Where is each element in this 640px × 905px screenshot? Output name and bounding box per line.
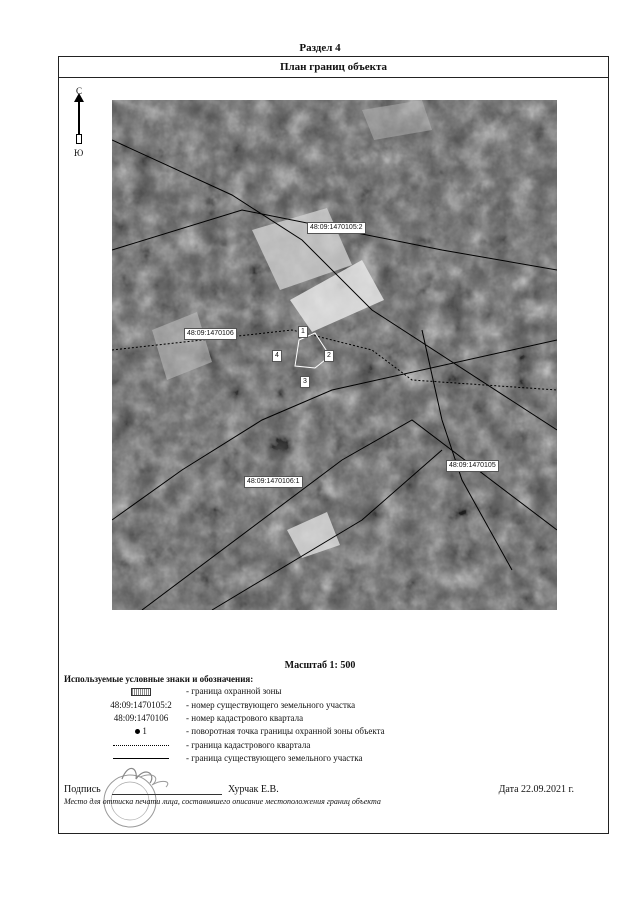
point-label: 2 [324,350,334,362]
legend-desc: - граница существующего земельного участка [186,753,363,763]
legend-symbol-text: 48:09:1470105:2 [110,700,172,710]
quarter-boundary-symbol [113,745,169,746]
quarter-label-left: 48:09:1470106 [184,328,237,340]
legend-row [64,700,584,712]
quarter-label-right: 48:09:1470105 [446,460,499,472]
protection-zone-symbol [131,688,151,696]
legend-desc: - номер кадастрового квартала [186,713,304,723]
legend-desc: - граница кадастрового квартала [186,740,311,750]
point-label: 3 [300,376,310,388]
point-label: 1 [298,326,308,338]
legend-row [64,740,584,752]
seal-stamp [100,757,208,829]
signature-label: Подпись [64,784,101,795]
aerial-map-image [112,100,557,610]
compass [70,86,92,161]
point-label: 4 [272,350,282,362]
signer-name: Хурчак Е.В. [228,784,279,795]
document-date: Дата 22.09.2021 г. [498,784,574,795]
compass-north-label: С [76,86,83,96]
legend-desc: - номер существующего земельного участка [186,700,356,710]
turning-point-dot-icon [135,729,140,734]
legend-desc: - граница охранной зоны [186,686,282,696]
legend-title: Используемые условные знаки и обозначения: [64,674,254,684]
legend-symbol-text: 48:09:1470106 [113,713,169,723]
section-heading: Раздел 4 [299,42,341,54]
map-scale: Масштаб 1: 500 [284,660,356,671]
legend-desc: - поворотная точка границы охранной зоны объекта [186,726,385,736]
parcel-label-bottom: 48:09:1470106:1 [244,476,303,488]
compass-south-label: Ю [74,148,84,158]
signature-line [112,794,222,795]
parcel-label-top: 48:09:1470105:2 [307,222,366,234]
compass-base [76,134,82,144]
legend-row [64,713,584,725]
plan-title: План границ объекта [59,57,608,78]
legend-row [64,686,584,698]
aerial-map [112,100,557,610]
legend-symbol-text: 1 [142,726,147,736]
legend-row [64,726,584,738]
seal-note: Место для оттиска печати лица, составившего описание местоположения границ объекта [64,797,381,806]
compass-shaft [78,98,80,134]
